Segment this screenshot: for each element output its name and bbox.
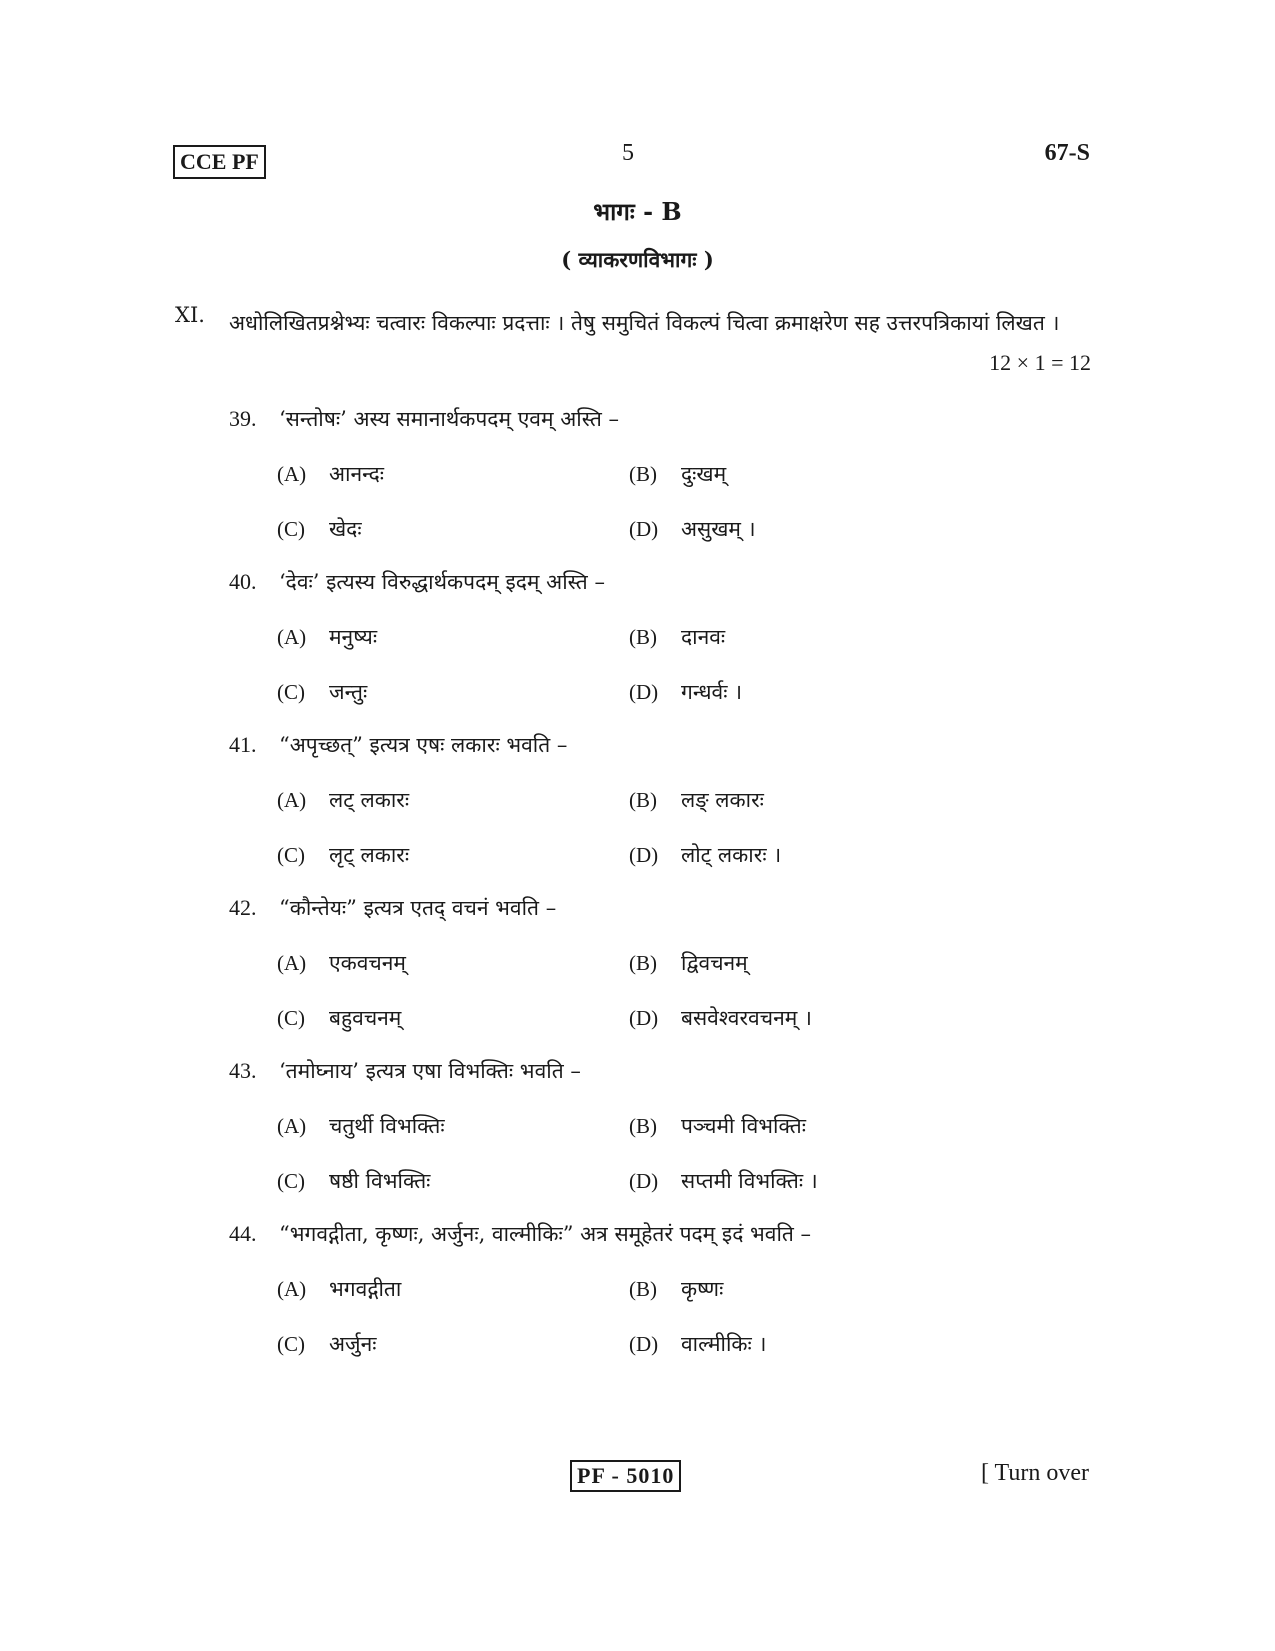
- question-number: 42.: [229, 895, 257, 920]
- option-d: [629, 1004, 812, 1032]
- marks-allocation: 12 × 1 = 12: [989, 350, 1091, 375]
- option-b: [629, 1112, 806, 1140]
- option-label: (D): [629, 843, 659, 867]
- option-c: [277, 841, 409, 869]
- option-label: (D): [629, 1006, 659, 1030]
- option-label: (A): [277, 1277, 307, 1301]
- option-label: (B): [629, 1114, 657, 1138]
- question-text: “भगवद्गीता, कृष्णः, अर्जुनः, वाल्मीकिः” अत्र समूहेतरं पदम् इदं भवति –: [279, 1222, 812, 1246]
- question-text: “कौन्तेयः” इत्यत्र एतद् वचनं भवति –: [279, 896, 557, 920]
- option-d: [629, 1167, 818, 1195]
- option-label: (A): [277, 462, 307, 486]
- footer-code-box: PF - 5010: [570, 1460, 681, 1492]
- option-label: (C): [277, 1169, 305, 1193]
- option-label: (D): [629, 1169, 659, 1193]
- option-a: [277, 786, 409, 814]
- option-label: (B): [629, 462, 657, 486]
- option-label: (B): [629, 625, 657, 649]
- option-text: बहुवचनम्: [329, 1006, 402, 1030]
- option-text: गन्धर्वः ।: [681, 680, 743, 704]
- option-label: (C): [277, 517, 305, 541]
- option-label: (B): [629, 788, 657, 812]
- option-d: [629, 678, 742, 706]
- option-d: [629, 515, 756, 543]
- option-a: [277, 949, 406, 977]
- option-label: (A): [277, 788, 307, 812]
- option-a: [277, 623, 377, 651]
- option-text: असुखम् ।: [681, 517, 756, 541]
- option-text: सप्तमी विभक्तिः ।: [681, 1169, 818, 1193]
- option-label: (B): [629, 1277, 657, 1301]
- option-label: (A): [277, 625, 307, 649]
- option-text: वाल्मीकिः ।: [681, 1332, 767, 1356]
- option-label: (D): [629, 680, 659, 704]
- option-text: चतुर्थी विभक्तिः: [329, 1114, 445, 1138]
- option-c: [277, 1167, 430, 1195]
- option-label: (D): [629, 517, 659, 541]
- option-b: [629, 623, 725, 651]
- question-text: “अपृच्छत्” इत्यत्र एषः लकारः भवति –: [279, 733, 568, 757]
- question-39: [229, 405, 619, 433]
- option-text: लट् लकारः: [329, 788, 410, 812]
- option-text: खेदः: [329, 517, 362, 541]
- question-41: [229, 731, 567, 759]
- option-text: दानवः: [681, 625, 726, 649]
- option-text: लोट् लकारः ।: [681, 843, 782, 867]
- option-label: (A): [277, 951, 307, 975]
- option-label: (C): [277, 1332, 305, 1356]
- option-text: लृट् लकारः: [329, 843, 410, 867]
- option-a: [277, 1275, 401, 1303]
- option-label: (B): [629, 951, 657, 975]
- question-number: 39.: [229, 406, 257, 431]
- option-text: दुःखम्: [681, 462, 727, 486]
- option-text: अर्जुनः: [329, 1332, 377, 1356]
- option-a: [277, 460, 384, 488]
- question-text: ‘तमोघ्नाय’ इत्यत्र एषा विभक्तिः भवति –: [279, 1059, 581, 1083]
- question-text: ‘देवः’ इत्यस्य विरुद्धार्थकपदम् इदम् अस्ति –: [279, 570, 605, 594]
- option-text: षष्ठी विभक्तिः: [329, 1169, 431, 1193]
- option-text: लङ् लकारः: [681, 788, 764, 812]
- question-number: 43.: [229, 1058, 257, 1083]
- option-label: (C): [277, 1006, 305, 1030]
- option-text: मनुष्यः: [329, 625, 378, 649]
- option-text: पञ्चमी विभक्तिः: [681, 1114, 806, 1138]
- subject-code: 67-S: [1044, 140, 1090, 166]
- section-subtitle: ( व्याकरणविभागः ): [561, 247, 714, 272]
- option-d: [629, 1330, 766, 1358]
- paper-code-box: CCE PF: [173, 145, 266, 179]
- question-number: 40.: [229, 569, 257, 594]
- option-d: [629, 841, 781, 869]
- section-title: भागः - B: [593, 197, 682, 226]
- option-label: (C): [277, 680, 305, 704]
- instruction-text: अधोलिखितप्रश्नेभ्यः चत्वारः विकल्पाः प्रदत्ताः । तेषु समुचितं विकल्पं चित्वा क्रमाक्षरेण सह उत्तरपत्रिकायां लिखत ।: [229, 311, 1060, 335]
- page-number: 5: [622, 140, 634, 166]
- option-text: भगवद्गीता: [329, 1277, 402, 1301]
- option-text: जन्तुः: [329, 680, 368, 704]
- question-43: [229, 1057, 581, 1085]
- option-text: आनन्दः: [329, 462, 384, 486]
- question-number: 41.: [229, 732, 257, 757]
- option-b: [629, 786, 764, 814]
- option-label: (A): [277, 1114, 307, 1138]
- option-label: (D): [629, 1332, 659, 1356]
- option-text: बसवेश्वरवचनम् ।: [681, 1006, 812, 1030]
- turn-over-label: [ Turn over: [980, 1460, 1089, 1486]
- question-text: ‘सन्तोषः’ अस्य समानार्थकपदम् एवम् अस्ति –: [279, 407, 620, 431]
- question-number: 44.: [229, 1221, 257, 1246]
- option-b: [629, 1275, 723, 1303]
- question-40: [229, 568, 605, 596]
- option-text: एकवचनम्: [329, 951, 406, 975]
- instruction-number: XI.: [175, 303, 205, 327]
- question-44: [229, 1220, 811, 1248]
- option-b: [629, 949, 748, 977]
- option-c: [277, 1004, 401, 1032]
- question-42: [229, 894, 556, 922]
- option-a: [277, 1112, 445, 1140]
- option-text: द्विवचनम्: [681, 951, 748, 975]
- option-b: [629, 460, 726, 488]
- option-c: [277, 515, 362, 543]
- option-c: [277, 1330, 377, 1358]
- option-text: कृष्णः: [681, 1277, 724, 1301]
- option-label: (C): [277, 843, 305, 867]
- option-c: [277, 678, 367, 706]
